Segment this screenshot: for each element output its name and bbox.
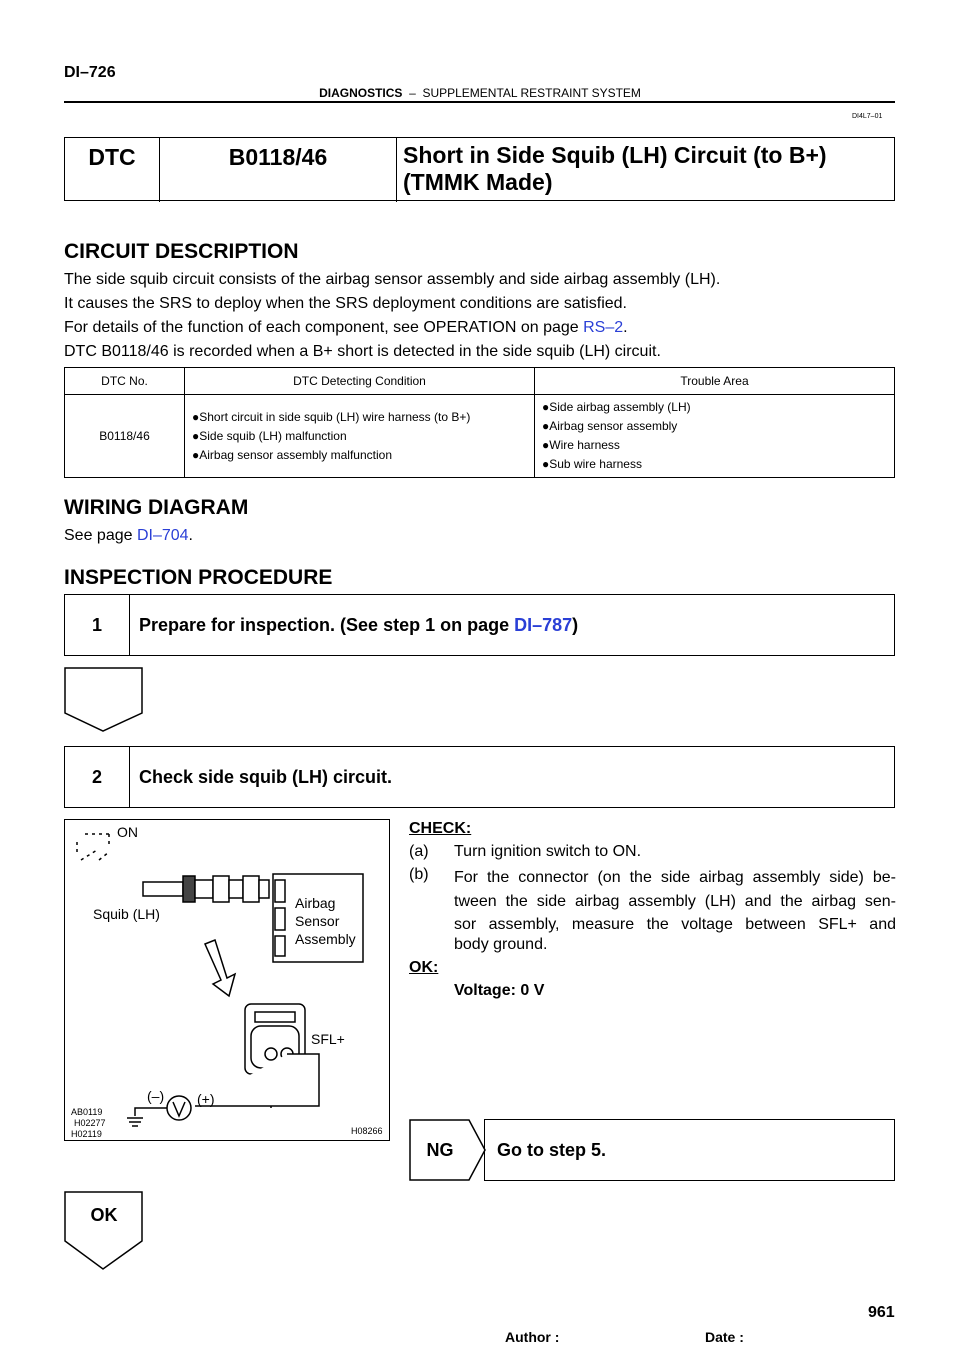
illustration-code-1: AB0119 (71, 1107, 103, 1117)
table-header-dtc-no: DTC No. (65, 368, 185, 395)
list-item: ●Side airbag assembly (LH) (542, 400, 691, 414)
circuit-line-3-text: For details of the function of each component, see OPERATION on page (64, 319, 584, 336)
airbag-label-line2: Sensor (295, 913, 340, 929)
page-code: DI–726 (64, 64, 116, 81)
wiring-diagram-heading: WIRING DIAGRAM (64, 496, 249, 519)
ok-value: Voltage: 0 V (454, 982, 545, 999)
sfl-label: SFL+ (311, 1031, 345, 1047)
page-link-di704[interactable]: DI–704 (136, 527, 189, 544)
illustration-code-4: H08266 (351, 1126, 383, 1136)
page-link-rs2[interactable]: RS–2 (583, 319, 624, 336)
step-1-text-prefix: Prepare for inspection. (See step 1 on page (139, 615, 515, 635)
dtc-title-box (64, 137, 895, 201)
direction-arrow-icon (205, 940, 235, 996)
dtc-label: DTC (65, 138, 160, 202)
circuit-line-1: The side squib circuit consists of the airbag sensor assembly and side airbag assembly (LH). (64, 271, 721, 288)
header-rule (64, 101, 895, 103)
list-item: ●Side squib (LH) malfunction (192, 428, 347, 443)
table-header-trouble-area: Trouble Area (535, 368, 895, 395)
subsection-name: SUPPLEMENTAL RESTRAINT SYSTEM (422, 86, 641, 100)
dtc-title-line2: (TMMK Made) (403, 169, 553, 195)
section-header (0, 86, 960, 100)
ignition-switch-icon (77, 834, 109, 860)
check-heading: CHECK: (409, 820, 472, 837)
table-row (65, 395, 895, 478)
section-dash: – (409, 86, 416, 100)
airbag-sensor-label (295, 894, 356, 948)
table-cell-areas (535, 395, 895, 478)
minus-label: (–) (147, 1088, 165, 1104)
list-item: ●Airbag sensor assembly (542, 419, 678, 433)
list-item: ●Wire harness (542, 438, 620, 452)
flow-arrow-icon (64, 667, 144, 733)
circuit-line-4: DTC B0118/46 is recorded when a B+ short is detected in the side squib (LH) circuit. (64, 343, 661, 360)
step-1-number: 1 (65, 595, 130, 655)
page-number: 961 (868, 1304, 895, 1321)
table-header-row (65, 368, 895, 395)
step-2-text: Check side squib (LH) circuit. (139, 767, 393, 787)
squib-connector-icon (143, 876, 269, 902)
check-b-line3: sor assembly, measure the voltage between SFL+ and (454, 916, 896, 933)
check-b-text (454, 866, 896, 937)
step-1-text-suffix: ) (572, 615, 579, 635)
step-1-box (64, 594, 895, 656)
page-link-di787[interactable]: DI–787 (514, 615, 573, 635)
step-2-box (64, 746, 895, 808)
ng-text: Go to step 5. (497, 1140, 607, 1160)
airbag-label-line3: Assembly (295, 931, 356, 947)
check-b-line1: For the connector (on the side airbag assembly side) be- (454, 869, 896, 886)
dtc-title-line1: Short in Side Squib (LH) Circuit (to B+) (403, 142, 827, 168)
footer-date: Date : (705, 1329, 744, 1345)
check-b-line2: tween the side airbag assembly (LH) and the airbag sen- (454, 892, 896, 910)
table-cell-conditions (185, 395, 535, 478)
wiring-text-suffix: . (188, 527, 193, 544)
squib-label: Squib (LH) (93, 906, 160, 922)
dtc-title (397, 138, 900, 204)
list-item: ●Sub wire harness (542, 457, 642, 471)
ok-heading: OK: (409, 959, 439, 976)
check-b-line4: body ground. (454, 936, 548, 953)
circuit-line-3 (64, 319, 628, 337)
section-name: DIAGNOSTICS (319, 86, 403, 100)
check-b-label: (b) (409, 866, 429, 883)
circuit-line-3-suffix: . (623, 319, 628, 336)
table-cell-dtc-no: B0118/46 (65, 395, 185, 478)
footer-author: Author : (505, 1329, 560, 1345)
list-item: ●Short circuit in side squib (LH) wire harness (to B+) (192, 409, 471, 424)
connector-diagram (65, 820, 389, 1140)
ok-label: OK (90, 1205, 118, 1225)
ok-arrow-icon (64, 1191, 144, 1271)
step-2-number: 2 (65, 747, 130, 807)
list-item: ●Airbag sensor assembly malfunction (192, 447, 393, 462)
illustration-code-2: H02277 (74, 1118, 106, 1128)
dtc-code: B0118/46 (160, 138, 397, 202)
step-1-text (139, 595, 578, 655)
airbag-label-line1: Airbag (295, 895, 336, 911)
dtc-table (64, 367, 895, 478)
ng-box (484, 1119, 895, 1181)
illustration-codes (71, 1107, 106, 1140)
check-a-text: Turn ignition switch to ON. (454, 843, 642, 860)
inspection-heading: INSPECTION PROCEDURE (64, 566, 333, 589)
circuit-line-2: It causes the SRS to deploy when the SRS deployment conditions are satisfied. (64, 295, 627, 312)
wiring-diagram-text (64, 527, 193, 545)
ng-label: NG (426, 1140, 454, 1160)
circuit-description-heading: CIRCUIT DESCRIPTION (64, 240, 299, 263)
table-header-condition: DTC Detecting Condition (185, 368, 535, 395)
reference-code: DI4L7–01 (852, 113, 883, 120)
on-label: ON (117, 824, 138, 840)
inspection-illustration (64, 819, 390, 1141)
wiring-text-prefix: See page (64, 527, 137, 544)
check-a-label: (a) (409, 843, 429, 860)
plus-label: (+) (197, 1091, 215, 1107)
illustration-code-3: H02119 (71, 1129, 102, 1139)
